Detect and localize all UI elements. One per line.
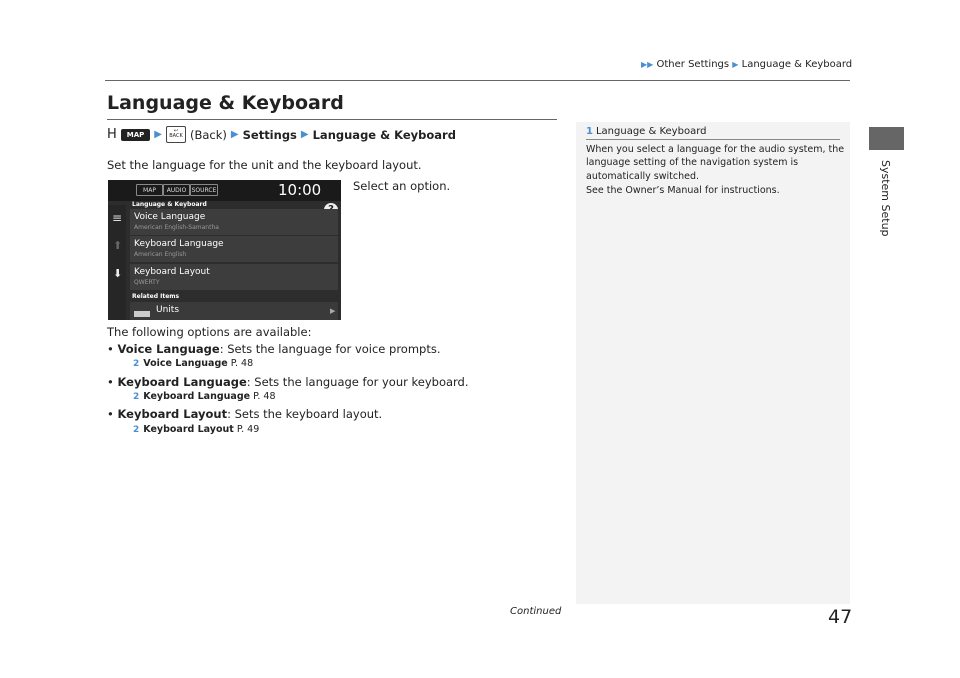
row-value: American English	[134, 251, 187, 258]
bullet-icon: •	[107, 342, 114, 356]
cross-reference-icon: 2	[133, 359, 140, 369]
path-settings: Settings	[242, 127, 297, 142]
cross-reference[interactable]	[133, 424, 259, 435]
intro-text: Set the language for the unit and the keyboard layout.	[107, 158, 422, 172]
path-arrow-icon: ▶	[230, 129, 239, 140]
note-box	[576, 122, 850, 604]
cross-reference-icon: 2	[133, 425, 140, 435]
continued-label: Continued	[510, 606, 562, 617]
ref-page: P. 49	[236, 424, 260, 435]
ref-page: P. 48	[253, 391, 276, 402]
header-rule	[105, 80, 850, 81]
screen-row-keyboard-layout[interactable]	[130, 264, 338, 290]
back-label: (Back)	[190, 127, 227, 142]
back-button-text: BACK	[169, 133, 183, 139]
ruler-icon	[134, 311, 150, 317]
option-item	[107, 342, 441, 356]
screen-side-panel	[108, 205, 126, 320]
page-number: 47	[828, 606, 853, 628]
note-line: automatically switched.	[586, 171, 700, 182]
option-name: Keyboard Language	[117, 375, 247, 389]
screen-top-bar	[108, 180, 341, 201]
breadcrumb-arrow-icon: ▶	[732, 60, 739, 69]
screen-header: Language & Keyboard	[132, 201, 207, 208]
bullet-icon: •	[107, 375, 114, 389]
screen-row-voice-language[interactable]	[130, 209, 338, 235]
ref-title: Keyboard Language	[143, 391, 251, 402]
note-title-text: Language & Keyboard	[595, 126, 707, 137]
row-label: Keyboard Layout	[134, 267, 210, 277]
note-rule	[586, 139, 840, 140]
screen-source-button[interactable]: SOURCE	[190, 184, 218, 196]
note-title	[586, 126, 706, 137]
screen-map-button[interactable]: MAP	[136, 184, 163, 196]
options-intro: The following options are available:	[107, 325, 312, 339]
section-tab-label	[869, 160, 904, 240]
title-rule	[107, 119, 557, 120]
note-marker-icon: 1	[586, 126, 593, 137]
path-target: Language & Keyboard	[312, 127, 456, 142]
screen-row-keyboard-language[interactable]	[130, 236, 338, 262]
menu-icon[interactable]: ≡	[112, 211, 123, 225]
back-button-icon: ↩ BACK	[166, 126, 186, 143]
row-value: American English-Samantha	[134, 224, 219, 231]
breadcrumb-level1[interactable]: Other Settings	[656, 59, 730, 70]
screen-clock: 10:00	[278, 181, 322, 199]
breadcrumb-arrow-icon: ▶▶	[641, 60, 654, 69]
row-label: Voice Language	[134, 212, 206, 222]
chevron-right-icon: ▶	[330, 307, 336, 315]
option-item	[107, 407, 382, 421]
ref-title: Voice Language	[143, 358, 228, 369]
scroll-up-icon[interactable]: ⬆	[113, 239, 123, 252]
section-tab-marker	[869, 127, 904, 150]
screen-audio-button[interactable]: AUDIO	[163, 184, 190, 196]
ref-title: Keyboard Layout	[143, 424, 234, 435]
cross-reference-icon: 2	[133, 392, 140, 402]
option-desc: : Sets the language for your keyboard.	[246, 375, 469, 389]
option-name: Voice Language	[117, 342, 220, 356]
ref-page: P. 48	[230, 358, 254, 369]
related-items-header: Related Items	[132, 293, 180, 300]
row-label: Keyboard Language	[134, 239, 224, 249]
row-label: Units	[156, 305, 180, 315]
breadcrumb	[641, 59, 852, 70]
row-value: QWERTY	[134, 279, 160, 286]
cross-reference[interactable]	[133, 358, 253, 369]
path-arrow-icon: ▶	[154, 129, 162, 140]
map-button-icon: MAP	[121, 129, 151, 141]
note-line: When you select a language for the audio system, the	[586, 144, 845, 155]
page-title: Language & Keyboard	[107, 92, 344, 114]
cross-reference[interactable]	[133, 391, 276, 402]
section-tab-text: System Setup	[879, 160, 892, 237]
bullet-icon: •	[107, 407, 114, 421]
option-desc: : Sets the language for voice prompts.	[219, 342, 441, 356]
option-item	[107, 375, 469, 389]
note-line: language setting of the navigation system is	[586, 157, 799, 168]
path-arrow-icon: ▶	[300, 129, 309, 140]
device-screenshot	[108, 180, 341, 320]
screen-row-units[interactable]	[130, 302, 338, 320]
breadcrumb-level2[interactable]: Language & Keyboard	[741, 59, 853, 70]
navigation-path	[107, 126, 456, 143]
note-line: See the Owner’s Manual for instructions.	[586, 185, 780, 196]
select-instruction: Select an option.	[353, 179, 451, 193]
home-icon: H	[107, 127, 117, 142]
option-name: Keyboard Layout	[117, 407, 228, 421]
scroll-down-icon[interactable]: ⬇	[113, 267, 123, 280]
option-desc: : Sets the keyboard layout.	[227, 407, 383, 421]
